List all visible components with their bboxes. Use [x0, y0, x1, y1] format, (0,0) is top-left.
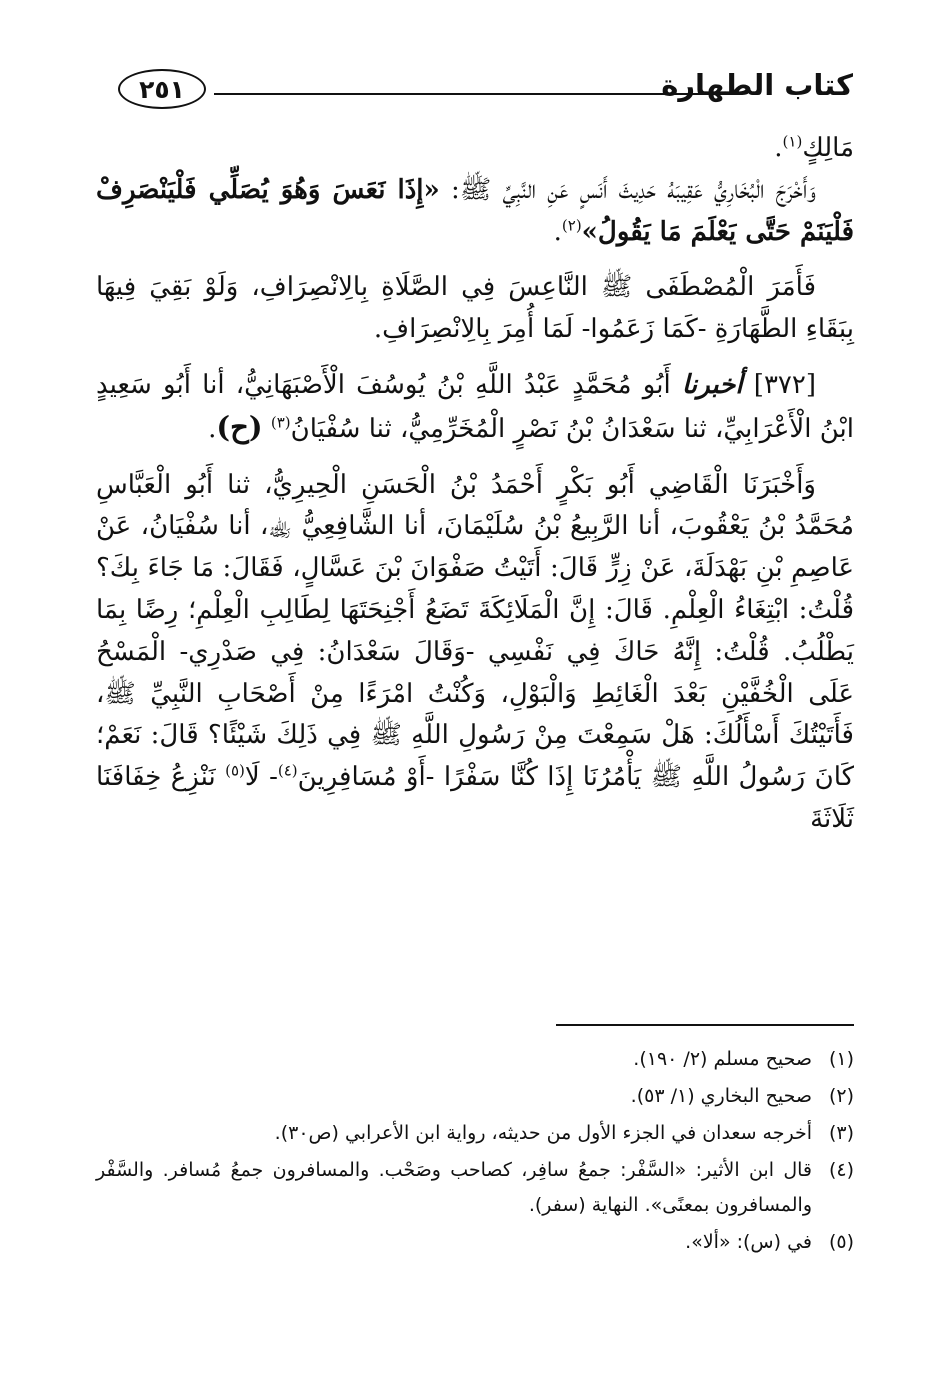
tahwil-mark: (ح)	[216, 409, 263, 444]
footnote-text: صحيح مسلم (٢/ ١٩٠).	[633, 1048, 812, 1070]
paragraph-2	[96, 170, 854, 254]
footnote-text: في (س): «ألا».	[685, 1231, 812, 1253]
footnote-text: أخرجه سعدان في الجزء الأول من حديثه، رواية ابن الأعرابي (ص٣٠).	[274, 1122, 812, 1144]
footnote-number: (١)	[828, 1048, 854, 1070]
hadith-quote: «إِذَا نَعَسَ وَهُوَ يُصَلِّي فَلْيَنْصَرِفْ فَلْيَنَمْ حَتَّى يَعْلَمَ مَا يَقُولُ»	[96, 174, 854, 247]
paragraph-5	[96, 465, 854, 841]
akhbarana-label: أخبرنا	[681, 369, 743, 400]
hadith-number: [٣٧٢]	[753, 369, 817, 400]
page-number: ٢٥١	[118, 69, 206, 109]
header-rule	[214, 93, 735, 95]
footnotes	[96, 1042, 854, 1262]
p4-text: أَبُو مُحَمَّدٍ عَبْدُ اللَّهِ بْنُ يُوسُفَ الْأَصْبَهَانِيُّ، أنا أَبُو سَعِيدٍ ابْنُ الْأَعْرَابِيِّ، ثنا سَعْدَانُ بْنُ نَصْرٍ الْمُخَرِّمِيُّ، ثنا سُفْيَانُ	[96, 369, 854, 444]
footnote-number: (٤)	[828, 1159, 854, 1181]
footnote-item	[96, 1116, 854, 1151]
paragraph-3	[96, 267, 854, 351]
footnote-separator	[556, 1024, 854, 1026]
footnote-number: (٥)	[828, 1231, 854, 1253]
p5-part1: وَأَخْبَرَنَا الْقَاضِي أَبُو بَكْرٍ أَحْمَدُ بْنُ الْحَسَنِ الْحِيرِيُّ، ثنا أَبُو الْعَبَّاسِ مُحَمَّدُ بْنُ يَعْقُوبَ، أنا الرَّبِيعُ بْنُ سُلَيْمَانَ، أنا الشَّافِعِيُّ ﵀، أنا سُفْيَانُ، عَنْ عَاصِمِ بْنِ بَهْدَلَةَ، عَنْ زِرٍّ قَالَ: أَتَيْتُ صَفْوَانَ بْنَ عَسَّالٍ، فَقَالَ: مَا جَاءَ بِكَ؟ قُلْتُ: ابْتِغَاءُ الْعِلْمِ. قَالَ: إِنَّ الْمَلَائِكَةَ تَضَعُ أَجْنِحَتَهَا لِطَالِبِ الْعِلْمِ؛ رِضًا بِمَا يَطْلُبُ. قُلْتُ: إِنَّهُ حَاكَ فِي نَفْسِي -وَقَالَ سَعْدَانُ: فِي صَدْرِي- الْمَسْحُ عَلَى الْخُفَّيْنِ بَعْدَ الْغَائِطِ وَالْبَوْلِ، وَكُنْتُ امْرَءًا مِنْ أَصْحَابِ النَّبِيِّ ﷺ، فَأَتَيْتُكَ أَسْأَلُكَ: هَلْ سَمِعْتَ مِنْ رَسُولِ اللَّهِ ﷺ فِي ذَلِكَ شَيْئًا؟ قَالَ: نَعَمْ؛ كَانَ رَسُولُ اللَّهِ ﷺ يَأْمُرُنَا إِذَا كُنَّا سَفْرًا -أَوْ مُسَافِرِينَ	[96, 469, 854, 793]
footnote-text: صحيح البخاري (١/ ٥٣).	[630, 1085, 812, 1107]
p5-part3: نَنْزِعُ خِفَافَنَا ثَلَاثَةَ	[96, 762, 854, 834]
p2-intro: وَأَخْرَجَ الْبُخَارِيُّ عَقِيبَهُ حَدِيثَ أَنَسٍ عَنِ النَّبِيِّ ﷺ:	[439, 174, 816, 205]
footnote-ref-1: (١)	[782, 132, 803, 151]
p1-end: .	[774, 133, 783, 163]
p3-text: فَأَمَرَ الْمُصْطَفَى ﷺ النَّاعِسَ فِي الصَّلَاةِ بِالِانْصِرَافِ، وَلَوْ بَقِيَ فِيهَا بِبَقَاءِ الطَّهَارَةِ -كَمَا زَعَمُوا- لَمَا أُمِرَ بِالِانْصِرَافِ.	[96, 272, 854, 345]
main-text	[96, 128, 854, 841]
footnote-ref-4: (٤)	[277, 761, 298, 780]
footnote-item	[96, 1042, 854, 1077]
footnote-ref-3: (٣)	[270, 413, 291, 432]
p4-end: .	[208, 413, 217, 444]
footnote-number: (٣)	[828, 1122, 854, 1144]
paragraph-4	[96, 365, 854, 451]
footnote-number: (٢)	[828, 1085, 854, 1107]
footnote-item	[96, 1225, 854, 1260]
footnote-ref-2: (٢)	[561, 215, 582, 234]
book-title: كتاب الطهارة	[661, 68, 853, 102]
p2-end: .	[553, 216, 562, 247]
footnote-item	[96, 1079, 854, 1114]
paragraph-1	[96, 128, 854, 170]
page-header	[118, 66, 853, 112]
p5-part2: - لَا	[244, 762, 278, 793]
footnote-text: قال ابن الأثير: «السَّفْر: جمعُ سافِر، كصاحب وصَحْب. والمسافرون جمعُ مُسافر. والسَّفْر والمسافرون بمعنًى». النهاية (سفر).	[96, 1159, 812, 1216]
footnote-item	[96, 1153, 854, 1223]
p1-text: مَالِكٍ	[802, 133, 854, 163]
footnote-ref-5: (٥)	[225, 761, 245, 780]
